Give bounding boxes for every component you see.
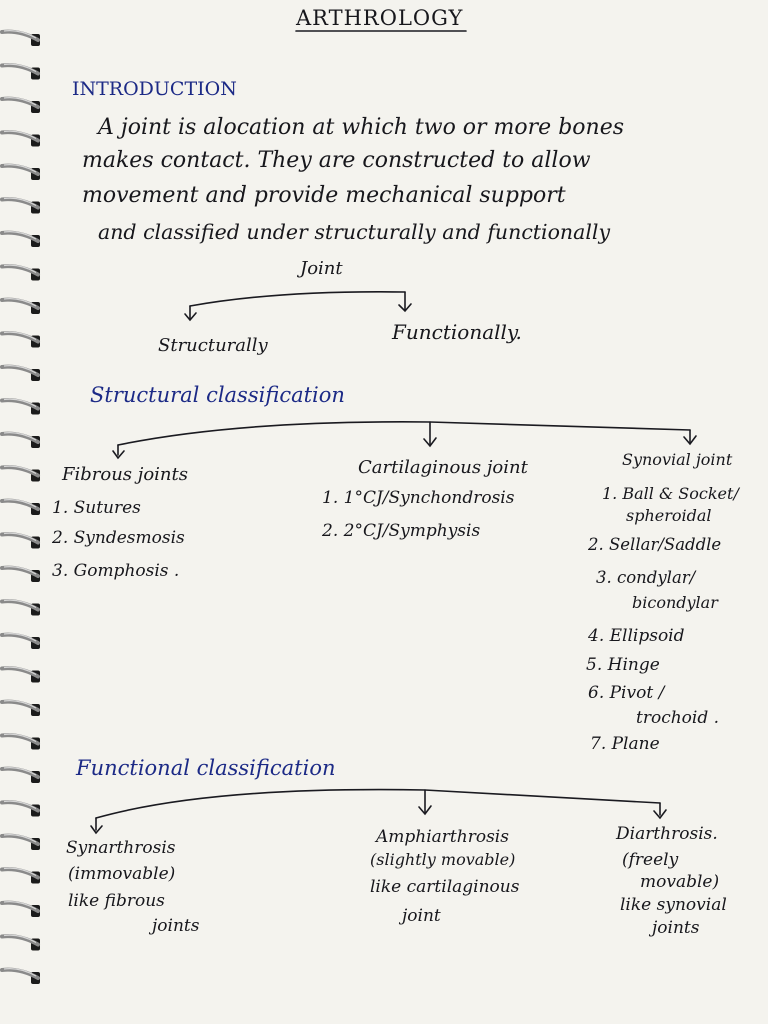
amphiarthrosis-line-1: Amphiarthrosis [376,827,509,847]
synovial-item-3-cont: bicondylar [632,593,718,612]
cartilaginous-item-1: 1. 1°CJ/Synchondrosis [322,488,515,508]
intro-line-4: and classified under structurally and functionally [98,220,611,244]
synovial-item-5: 5. Hinge [586,655,660,675]
intro-line-2: makes contact. They are constructed to allow [82,148,591,173]
synarthrosis-line-3: like fibrous [68,891,165,911]
structural-heading: Structural classification [90,383,345,407]
functional-heading: Functional classification [76,756,336,780]
synovial-item-2: 2. Sellar/Saddle [588,535,722,554]
synovial-title: Synovial joint [622,450,733,469]
diarthrosis-line-1: Diarthrosis. [616,824,718,844]
joint-root-label: Joint [300,258,343,279]
cartilaginous-item-2: 2. 2°CJ/Symphysis [322,521,481,541]
diarthrosis-line-3: movable) [640,872,720,892]
diarthrosis-line-4: like synovial [620,895,727,915]
structurally-label: Structurally [158,335,268,356]
page-title: ARTHROLOGY [296,6,464,30]
fibrous-item-3: 3. Gomphosis . [52,561,180,581]
synovial-item-1-cont: spheroidal [626,506,712,525]
synovial-item-3: 3. condylar/ [596,568,696,587]
intro-line-1: A joint is alocation at which two or more bones [98,115,625,140]
synovial-item-6: 6. Pivot / [588,683,665,703]
intro-line-3: movement and provide mechanical support [82,183,566,208]
amphiarthrosis-line-3: like cartilaginous [370,877,520,897]
diarthrosis-line-2: (freely [622,850,679,870]
synovial-item-6-cont: trochoid . [636,708,720,728]
synovial-item-1: 1. Ball & Socket/ [602,484,739,503]
functionally-label: Functionally. [392,320,522,344]
synarthrosis-line-2: (immovable) [68,864,176,884]
introduction-heading: INTRODUCTION [72,78,237,100]
synarthrosis-line-4: joints [152,916,200,936]
synovial-item-7: 7. Plane [590,734,660,754]
diarthrosis-line-5: joints [652,918,700,938]
amphiarthrosis-line-4: joint [402,906,441,926]
synarthrosis-line-1: Synarthrosis [66,838,176,858]
cartilaginous-title: Cartilaginous joint [358,457,528,478]
fibrous-title: Fibrous joints [62,464,188,485]
synovial-item-4: 4. Ellipsoid [588,626,685,646]
amphiarthrosis-line-2: (slightly movable) [370,850,516,869]
fibrous-item-1: 1. Sutures [52,498,141,518]
fibrous-item-2: 2. Syndesmosis [52,528,185,548]
